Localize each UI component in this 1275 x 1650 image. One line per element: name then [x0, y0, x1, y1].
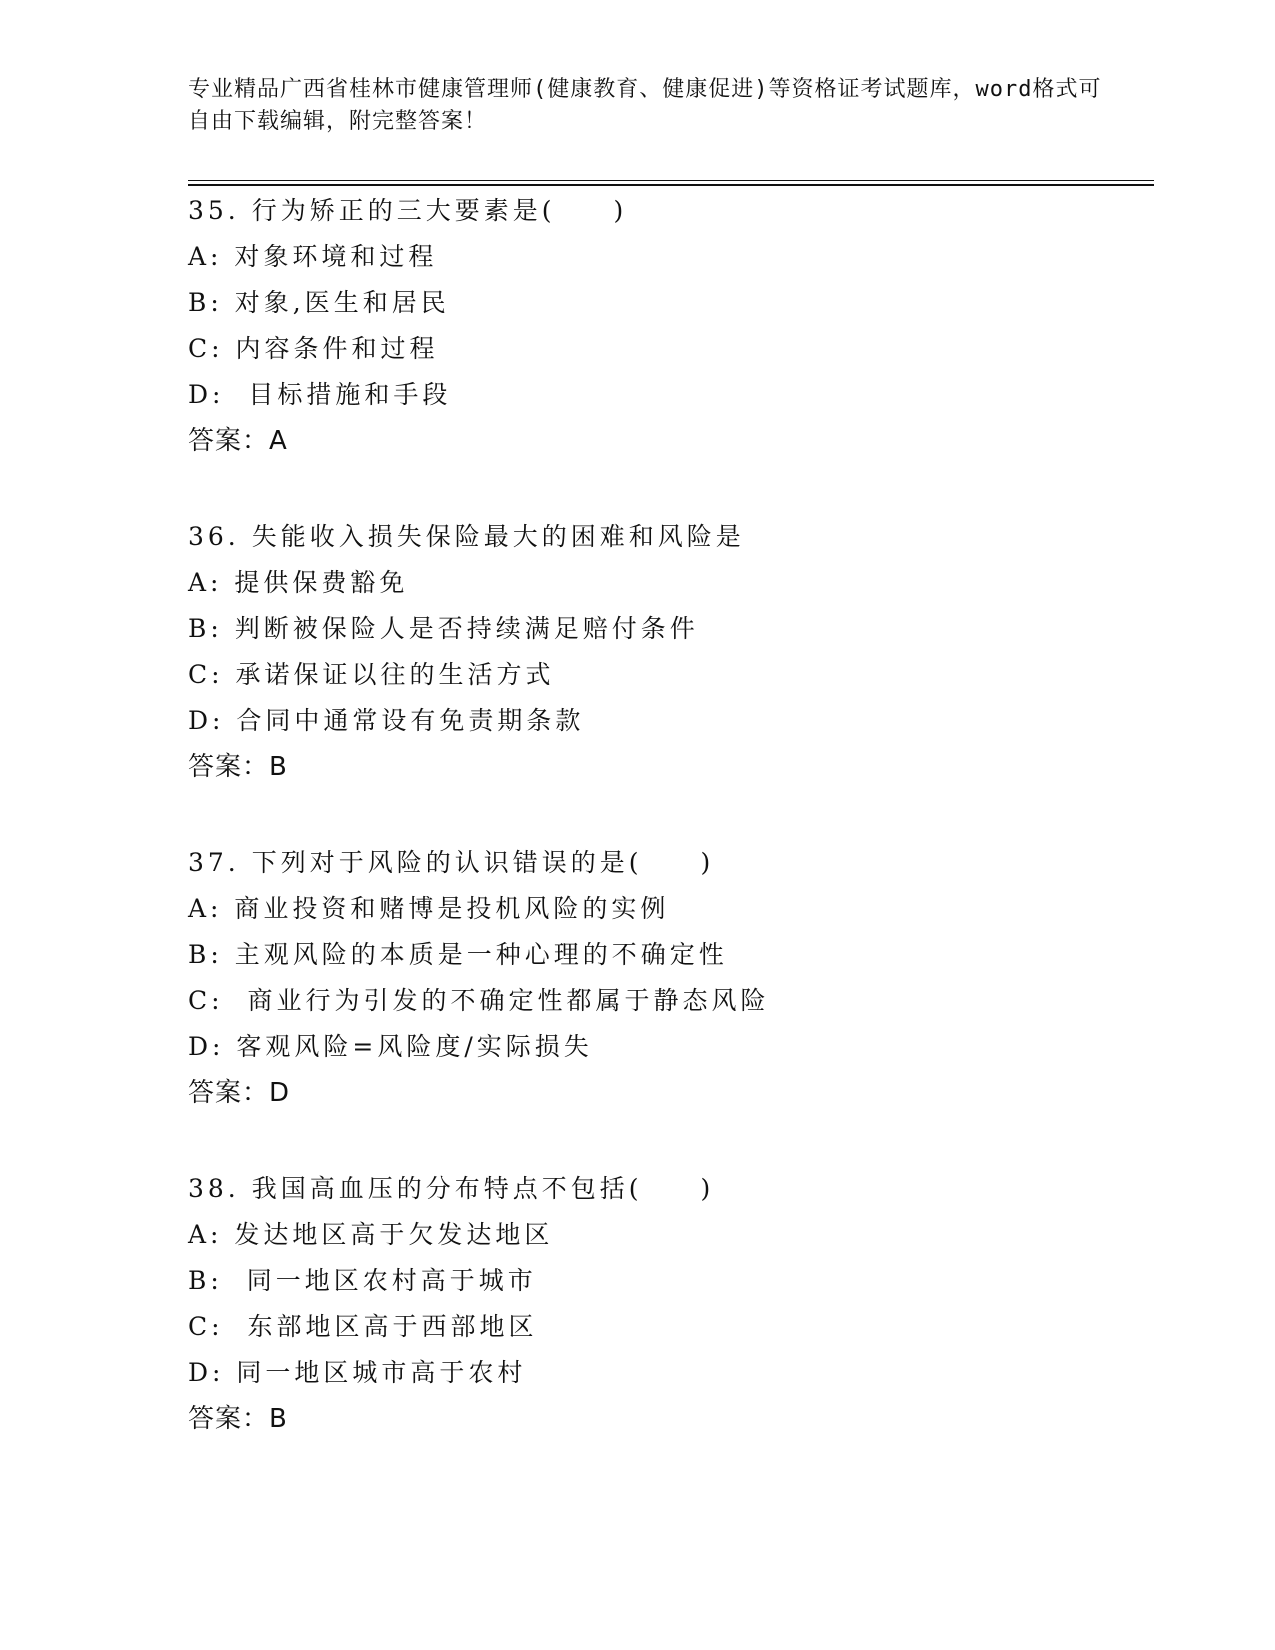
- header-divider-thick: [188, 184, 1154, 186]
- question-37: [188, 840, 1154, 1116]
- answer-label: 答案：B: [188, 1404, 288, 1434]
- option-c: C: 东部地区高于西部地区: [188, 1312, 538, 1341]
- option-b: B: 对象,医生和居民: [188, 288, 450, 317]
- option-a: A: 提供保费豁免: [188, 568, 409, 597]
- answer-label: 答案：B: [188, 752, 288, 782]
- question-stem: 38. 我国高血压的分布特点不包括( ): [188, 1174, 715, 1203]
- option-d: D: 客观风险=风险度/实际损失: [188, 1032, 593, 1061]
- question-35: [188, 188, 1154, 464]
- question-38: [188, 1166, 1154, 1442]
- question-list: [188, 188, 1154, 1492]
- option-b: B: 判断被保险人是否持续满足赔付条件: [188, 614, 699, 643]
- question-stem: 35. 行为矫正的三大要素是( ): [188, 196, 628, 225]
- answer-label: 答案：A: [188, 426, 288, 456]
- option-b: B: 主观风险的本质是一种心理的不确定性: [188, 940, 728, 969]
- option-c: C: 承诺保证以往的生活方式: [188, 660, 555, 689]
- option-c: C: 内容条件和过程: [188, 334, 439, 363]
- document-header: 专业精品广西省桂林市健康管理师(健康教育、健康促进)等资格证考试题库，word格式可自由下载编辑，附完整答案！: [188, 77, 1102, 134]
- answer-label: 答案：D: [188, 1078, 291, 1108]
- option-a: A: 商业投资和赌博是投机风险的实例: [188, 894, 670, 923]
- header-divider-thin: [188, 180, 1154, 181]
- option-c: C: 商业行为引发的不确定性都属于静态风险: [188, 986, 770, 1015]
- option-d: D: 目标措施和手段: [188, 380, 452, 409]
- question-stem: 37. 下列对于风险的认识错误的是( ): [188, 848, 715, 877]
- option-b: B: 同一地区农村高于城市: [188, 1266, 537, 1295]
- option-a: A: 发达地区高于欠发达地区: [188, 1220, 554, 1249]
- option-a: A: 对象环境和过程: [188, 242, 438, 271]
- option-d: D: 合同中通常设有免责期条款: [188, 706, 585, 735]
- option-d: D: 同一地区城市高于农村: [188, 1358, 527, 1387]
- question-stem: 36. 失能收入损失保险最大的困难和风险是: [188, 522, 745, 551]
- question-36: [188, 514, 1154, 790]
